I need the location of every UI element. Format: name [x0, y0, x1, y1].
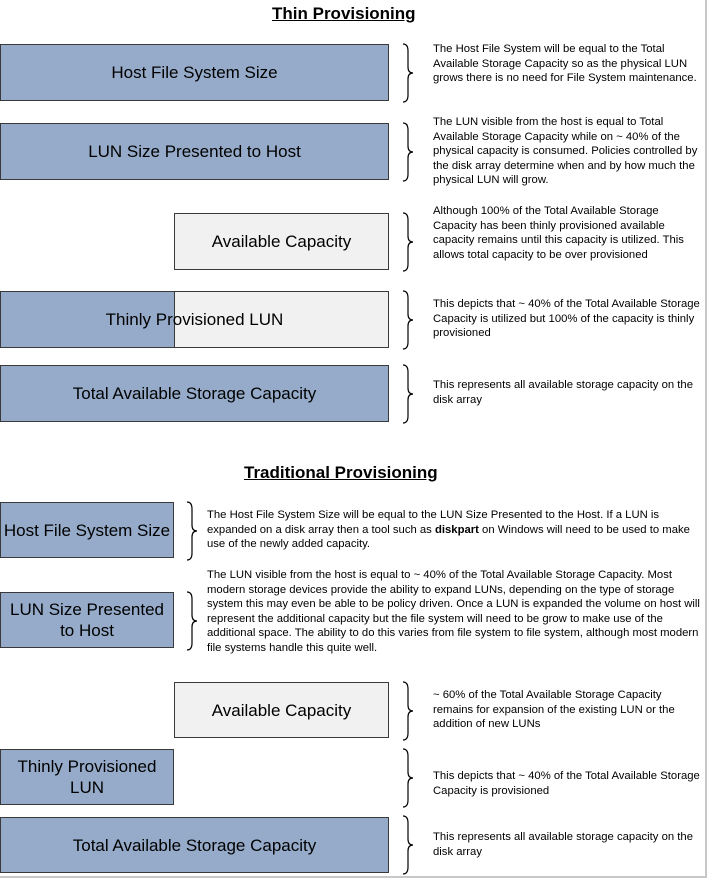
trad-total-capacity-label: Total Available Storage Capacity [72, 835, 317, 855]
thin-host-fs-description: The Host File System will be equal to the Total Available Storage Capacity so as the physical LUN grows there is no need for File System maintenance. [433, 43, 697, 85]
thin-lun-description: The LUN visible from the host is equal to Total Available Storage Capacity while on ~ 40% of the physical capacity is consumed. Policies controlled by the disk array determine when and by how much the physical LUN will grow. [433, 116, 698, 187]
thin-total-brace-icon [400, 364, 416, 424]
trad-available-capacity-box [174, 682, 389, 738]
thin-total-description: This represents all available storage capacity on the disk array [433, 379, 693, 406]
trad-host-fs-brace-icon [184, 501, 200, 561]
trad-host-file-system-box [0, 502, 174, 558]
trad-lun-size-box [0, 592, 174, 648]
trad-total-capacity-box [0, 817, 389, 873]
trad-lun-brace-icon [184, 591, 200, 651]
thin-available-description: Although 100% of the Total Available Storage Capacity has been thinly provisioned available capacity remains until this capacity is utilized. This allows total capacity to be over provisioned [433, 205, 684, 261]
trad-available-capacity-label: Available Capacity [211, 700, 352, 720]
thin-host-file-system-box [0, 44, 389, 101]
trad-available-brace-icon [400, 681, 416, 741]
thin-thinly-provisioned-lun-label: Thinly Provisioned LUN [105, 310, 284, 329]
trad-host-file-system-label: Host File System Size [3, 520, 171, 540]
thin-provisioning-title: Thin Provisioning [272, 4, 416, 23]
thin-total-capacity-label: Total Available Storage Capacity [72, 384, 317, 403]
trad-available-description: ~ 60% of the Total Available Storage Capacity remains for expansion of the existing LUN or the addition of new LUNs [433, 689, 675, 731]
thin-available-capacity-box [174, 213, 389, 270]
thin-lun-size-box [0, 123, 389, 180]
trad-thinly-lun-description: This depicts that ~ 40% of the Total Available Storage Capacity is provisioned [433, 770, 700, 797]
thin-total-capacity-box [0, 365, 389, 422]
trad-host-fs-description-post: on Windows will need to be used to make use of the newly added capacity. [207, 523, 690, 551]
thin-available-capacity-label: Available Capacity [211, 232, 352, 251]
thin-thinly-lun-brace-icon [400, 290, 416, 350]
thin-lun-size-label: LUN Size Presented to Host [88, 142, 301, 161]
thin-host-fs-brace-icon [400, 43, 416, 103]
trad-host-fs-description-pre: The Host File System Size will be equal to the LUN Size Presented to the Host. If a LUN is expanded on a disk array then a tool such as [207, 509, 660, 536]
trad-thinly-provisioned-lun-box [0, 749, 174, 805]
trad-host-fs-description-bold: diskpart [434, 523, 479, 536]
trad-thinly-provisioned-lun-label: Thinly Provisioned LUN [17, 757, 157, 797]
thin-thinly-lun-description: This depicts that ~ 40% of the Total Available Storage Capacity is utilized but 100% of the capacity is thinly provisioned [433, 298, 700, 340]
trad-host-fs-description [207, 508, 703, 552]
trad-total-description: This represents all available storage capacity on the disk array [433, 831, 693, 858]
thin-thinly-provisioned-lun-box [0, 291, 389, 348]
traditional-provisioning-title: Traditional Provisioning [244, 463, 438, 482]
thin-available-brace-icon [400, 212, 416, 272]
trad-total-brace-icon [400, 815, 416, 875]
thin-host-file-system-label: Host File System Size [111, 63, 278, 82]
trad-lun-description: The LUN visible from the host is equal to ~ 40% of the Total Available Storage Capacity. Most modern storage devices provide the ability to expand LUNs, depending on the type of storage system this may even be able to be policy driven. Once a LUN is expanded the volume on host will represent the additional capacity but the file system will need to be grow to make use of the additional space. The ability to do this varies from file system to file system, although most modern file systems handle this quite well. [207, 569, 700, 654]
trad-thinly-lun-brace-icon [400, 748, 416, 808]
trad-lun-size-label: LUN Size Presented to Host [9, 600, 165, 640]
thin-lun-brace-icon [400, 122, 416, 182]
